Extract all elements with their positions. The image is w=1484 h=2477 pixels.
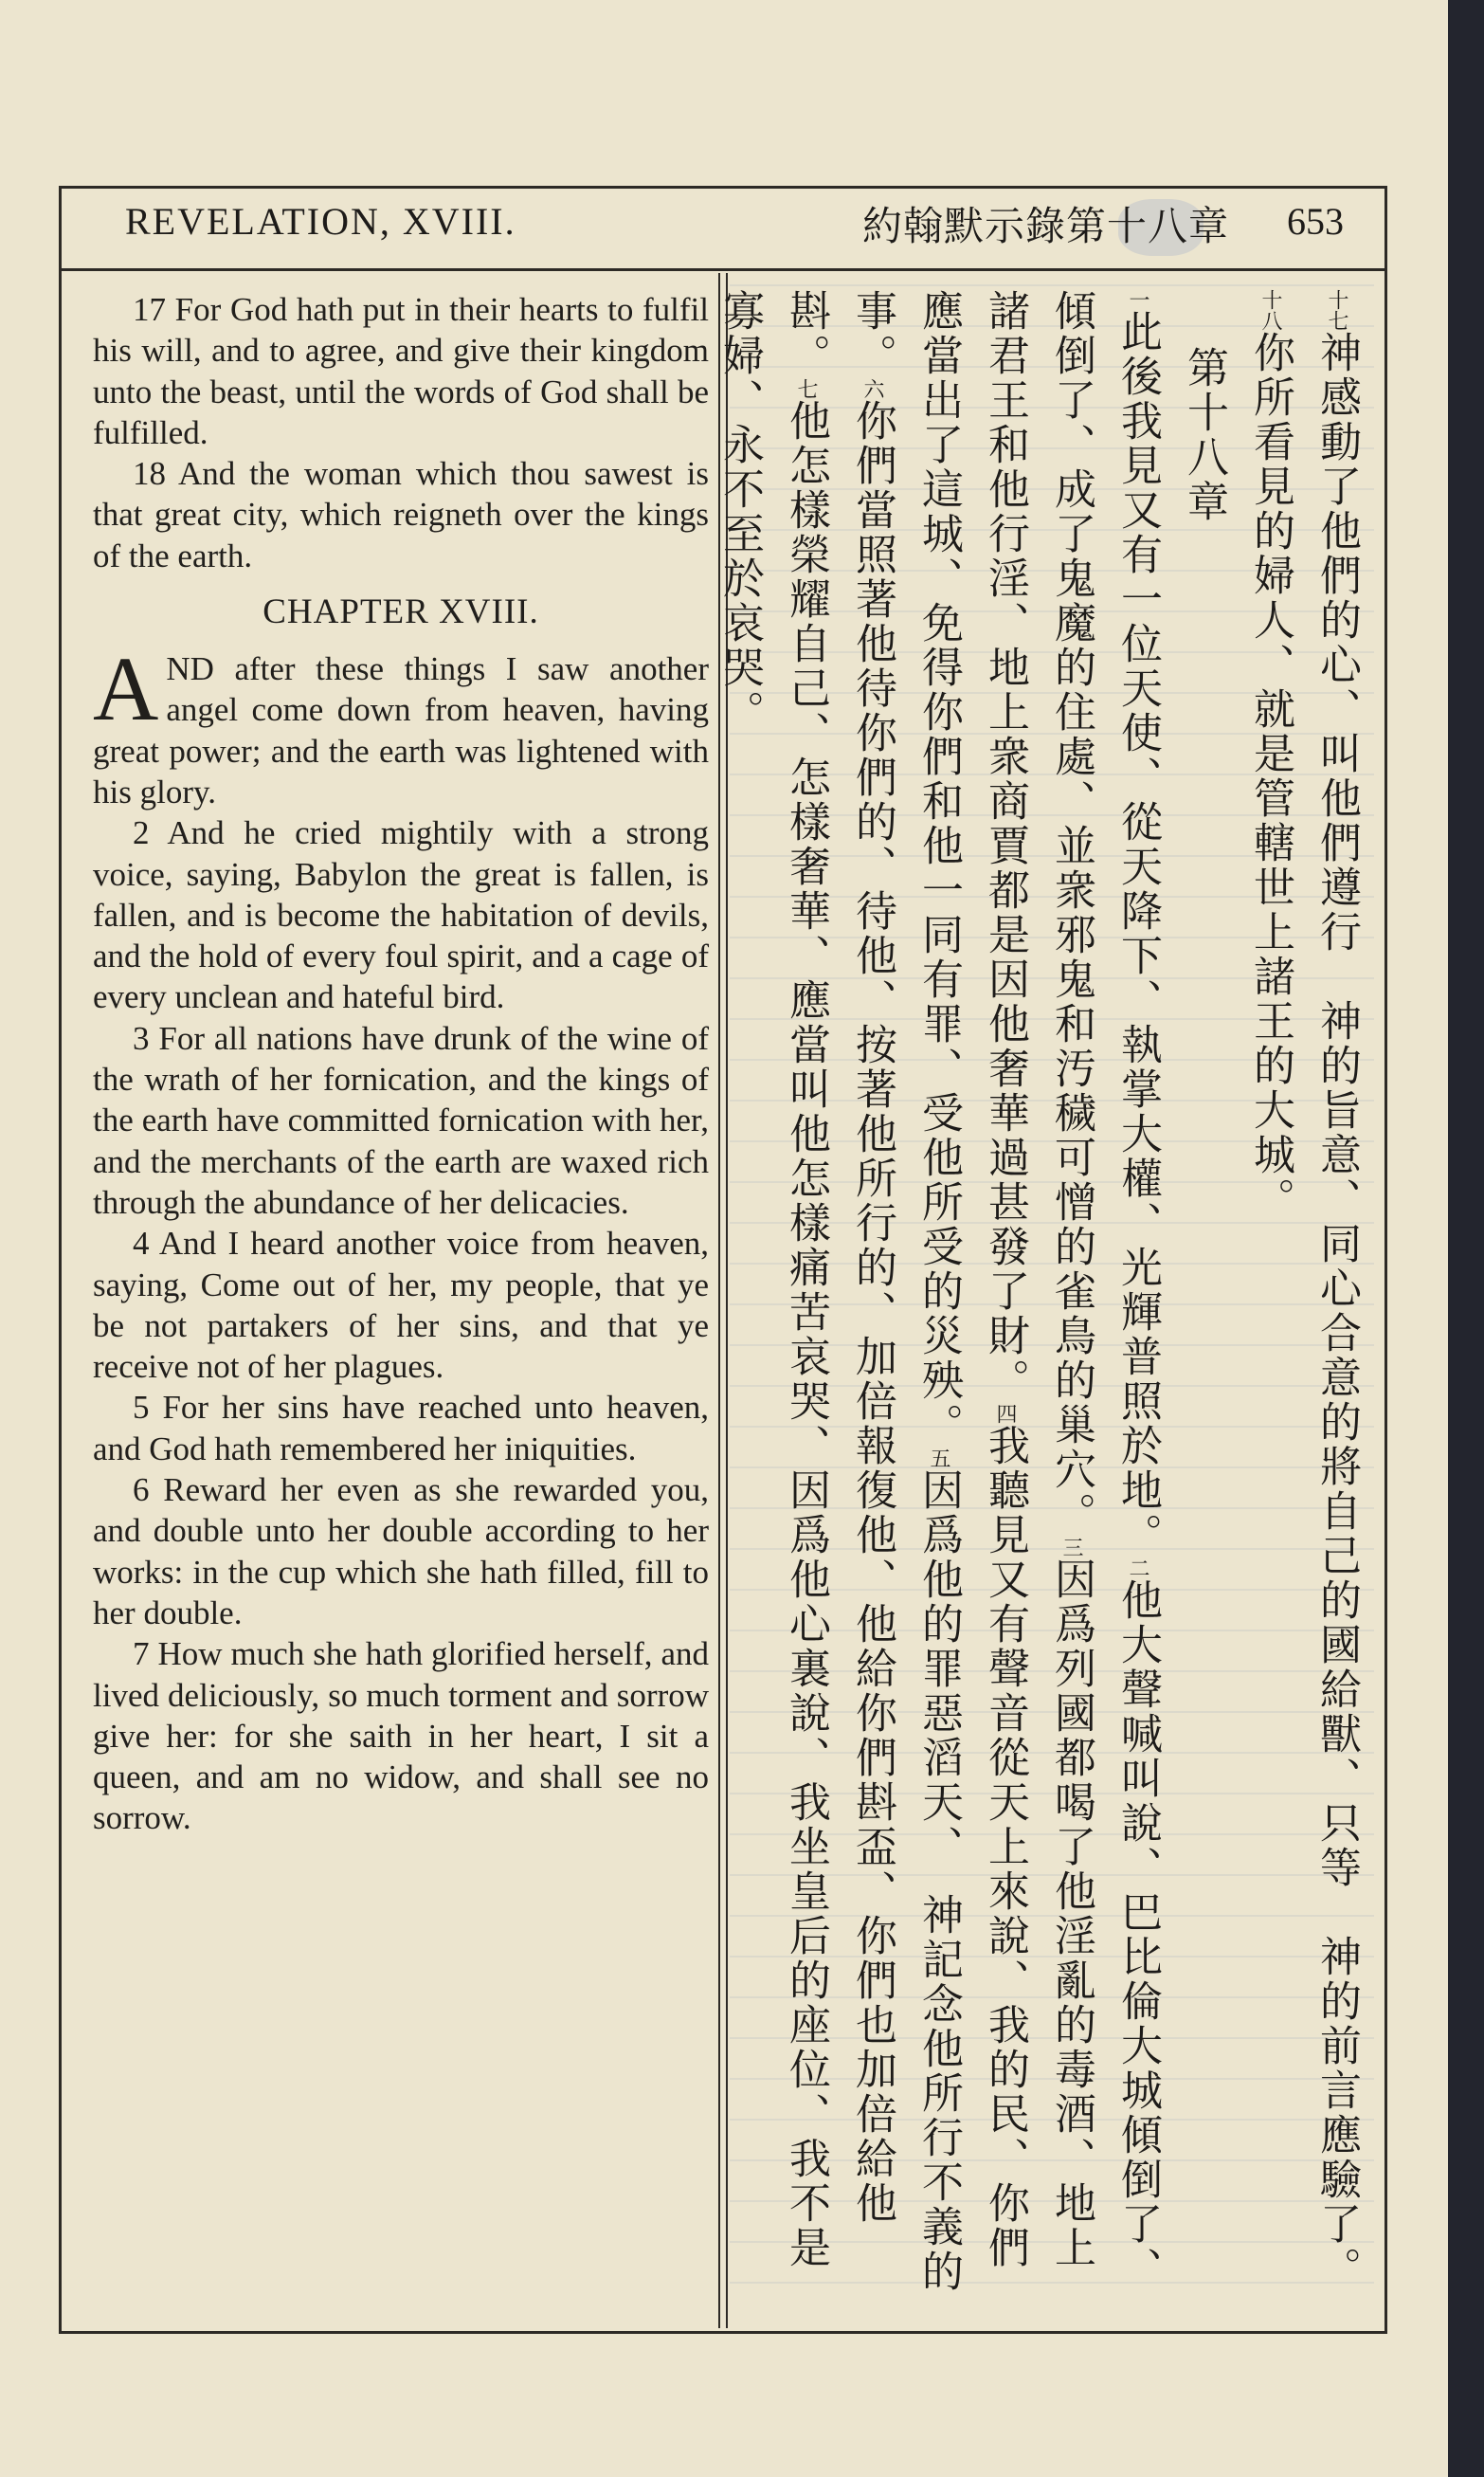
chapter-heading-zh: 第十八章 [1180,346,1228,524]
page-number: 653 [1287,200,1344,243]
verse-1-zh: 一此後我見又有一位天使、從天降下、執掌大權、光輝普照於地。二他大聲喊叫說、巴比倫大城傾倒了、傾倒了、成了鬼魔的住處、並衆邪鬼和汚穢可憎的雀鳥的巢穴。三因爲列國都喝了他淫亂的毒酒、地上諸君王和他行淫、地上衆商賈都是因他奢華過甚發了財。四我聽見又有聲音從天上來說、我的民、你們應當出了這城、免得你們和他一同有罪、受他所受的災殃。五因爲他的罪惡滔天、 神記念他所行不義的事。六你們當照著他待你們的、待他、按著他所行的、加倍報復他、他給你們斟盃、你們也加倍給他斟。七他怎樣榮耀自己、怎樣奢華、應當叫他怎樣痛苦哀哭、因爲他心裏說、我坐皇后的座位、我不是寡婦、永不至於哀哭。 [715,289,1162,2294]
verse-number: 一 [1126,289,1149,310]
header-rule [59,268,1384,271]
drop-cap: A [93,638,159,740]
verse-4-en: 4 And I heard another voice from heaven, saying, Come out of her, my people, that ye be not partakers of her sins, and that ye receive not of her plagues. [93,1225,709,1386]
verse-number: 十七 [1325,289,1348,331]
verse-number: 四 [993,1403,1017,1424]
verse-1-text: ND after these things I saw another angel come down from heaven, having great power; and the earth was lightened with his glory. [93,650,709,810]
verse-7-en: 7 How much she hath glorified herself, and lived deliciously, so much torment and sorrow give her: for she saith in her heart, I sit a queen, and am no widow, and shall see no sorrow. [93,1635,709,1837]
english-column [93,289,709,1839]
chinese-column [715,289,1369,2308]
verse-3-en: 3 For all nations have drunk of the wine of the wrath of her fornication, and the kings of the earth have committed fornication with her, and the merchants of the earth are waxed rich through the abundance of her delicacies. [93,1019,709,1221]
verse-17-zh: 十七神感動了他們的心、叫他們遵行 神的旨意、同心合意的將自己的國給獸、只等 神的前言應驗了。十八你所看見的婦人、就是管轄世上諸王的大城。 [1246,289,1361,2291]
verse-18-en: 18 And the woman which thou sawest is that great city, which reigneth over the kings of the earth. [93,455,709,574]
verse-number: 六 [860,378,884,399]
chapter-heading: CHAPTER XVIII. [262,592,539,632]
verse-6-en: 6 Reward her even as she rewarded you, and double unto her double according to her works: in the cup which she hath filled, fill to her double. [93,1471,709,1631]
running-head-english: REVELATION, XVIII. [125,200,516,243]
verse-5-en: 5 For her sins have reached unto heaven, and God hath remembered her iniquities. [93,1389,709,1467]
verse-1-en [93,638,709,812]
verse-number: 五 [927,1448,950,1468]
running-head-chinese: 約翰默示錄第十八章 [862,203,1230,249]
verse-17-en: 17 For God hath put in their hearts to fulfil his will, and to agree, and give their kingdom unto the beast, until the words of God shall be fulfilled. [93,291,709,451]
verse-number: 二 [1126,1557,1149,1578]
book-spine [1448,0,1484,2477]
verse-number: 七 [794,378,818,399]
verse-number: 三 [1059,1537,1083,1557]
verse-number: 十八 [1258,289,1282,331]
verse-2-en: 2 And he cried mightily with a strong voice, saying, Babylon the great is fallen, is fallen, and is become the habitation of devils, and the hold of every foul spirit, and a cage of every unclean and hateful bird. [93,814,709,1016]
